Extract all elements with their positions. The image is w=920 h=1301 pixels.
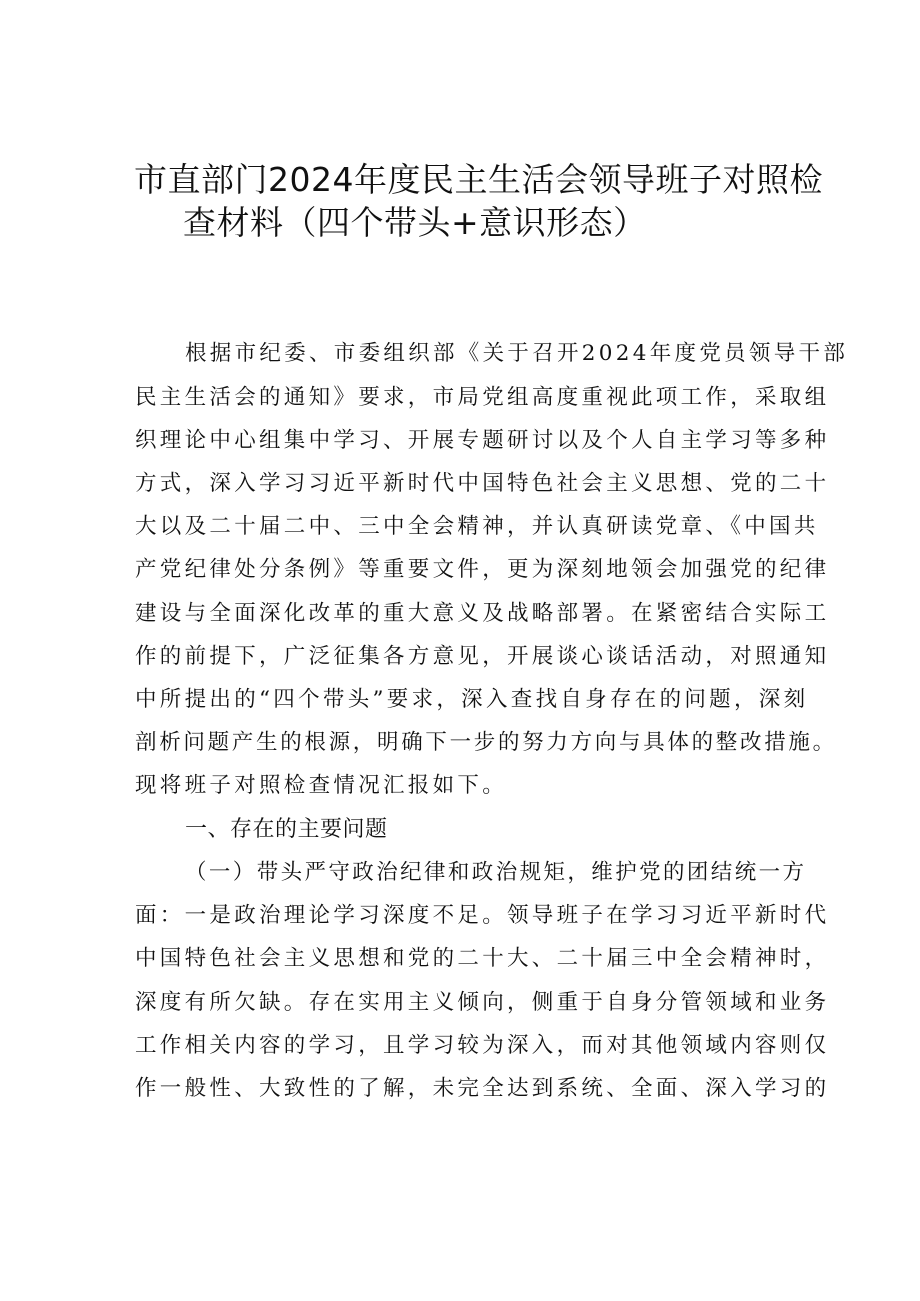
section-1-line-1: （一）带头严守政治纪律和政治规矩，维护党的团结统一方 bbox=[185, 860, 807, 885]
section-1-line-4: 深度有所欠缺。存在实用主义倾向，侧重于自身分管领域和业务 bbox=[135, 990, 830, 1015]
intro-line-10: 剖析问题产生的根源，明确下一步的努力方向与具体的整改措施。 bbox=[135, 730, 837, 755]
intro-line-1: 根据市纪委、市委组织部《关于召开2024年度党员领导干部 bbox=[185, 341, 849, 366]
document-title-line-1: 市直部门2024年度民主生活会领导班子对照检 bbox=[134, 160, 823, 199]
section-1-line-6: 作一般性、大致性的了解，未完全达到系统、全面、深入学习的 bbox=[135, 1076, 830, 1101]
intro-line-8: 作的前提下，广泛征集各方意见，开展谈心谈话活动，对照通知 bbox=[135, 644, 830, 669]
intro-line-3: 织理论中心组集中学习、开展专题研讨以及个人自主学习等多种 bbox=[135, 428, 830, 453]
intro-line-4: 方式，深入学习习近平新时代中国特色社会主义思想、党的二十 bbox=[135, 471, 830, 496]
intro-line-6: 产党纪律处分条例》等重要文件，更为深刻地领会加强党的纪律 bbox=[135, 557, 830, 582]
section-1-line-5: 工作相关内容的学习，且学习较为深入，而对其他领域内容则仅 bbox=[135, 1033, 830, 1058]
section-1-line-3: 中国特色社会主义思想和党的二十大、二十届三中全会精神时， bbox=[135, 946, 830, 971]
intro-line-11: 现将班子对照检查情况汇报如下。 bbox=[135, 773, 508, 798]
intro-line-5: 大以及二十届二中、三中全会精神，并认真研读党章、《中国共 bbox=[135, 514, 819, 539]
section-1-line-2: 面：一是政治理论学习深度不足。领导班子在学习习近平新时代 bbox=[135, 903, 830, 928]
section-heading: 一、存在的主要问题 bbox=[185, 817, 388, 842]
document-title-line-2: 查材料（四个带头+意识形态） bbox=[183, 203, 647, 242]
intro-line-7: 建设与全面深化改革的重大意义及战略部署。在紧密结合实际工 bbox=[135, 601, 830, 626]
intro-line-2: 民主生活会的通知》要求，市局党组高度重视此项工作，采取组 bbox=[135, 385, 830, 410]
intro-line-9: 中所提出的“四个带头”要求，深入查找自身存在的问题，深刻 bbox=[135, 687, 809, 712]
